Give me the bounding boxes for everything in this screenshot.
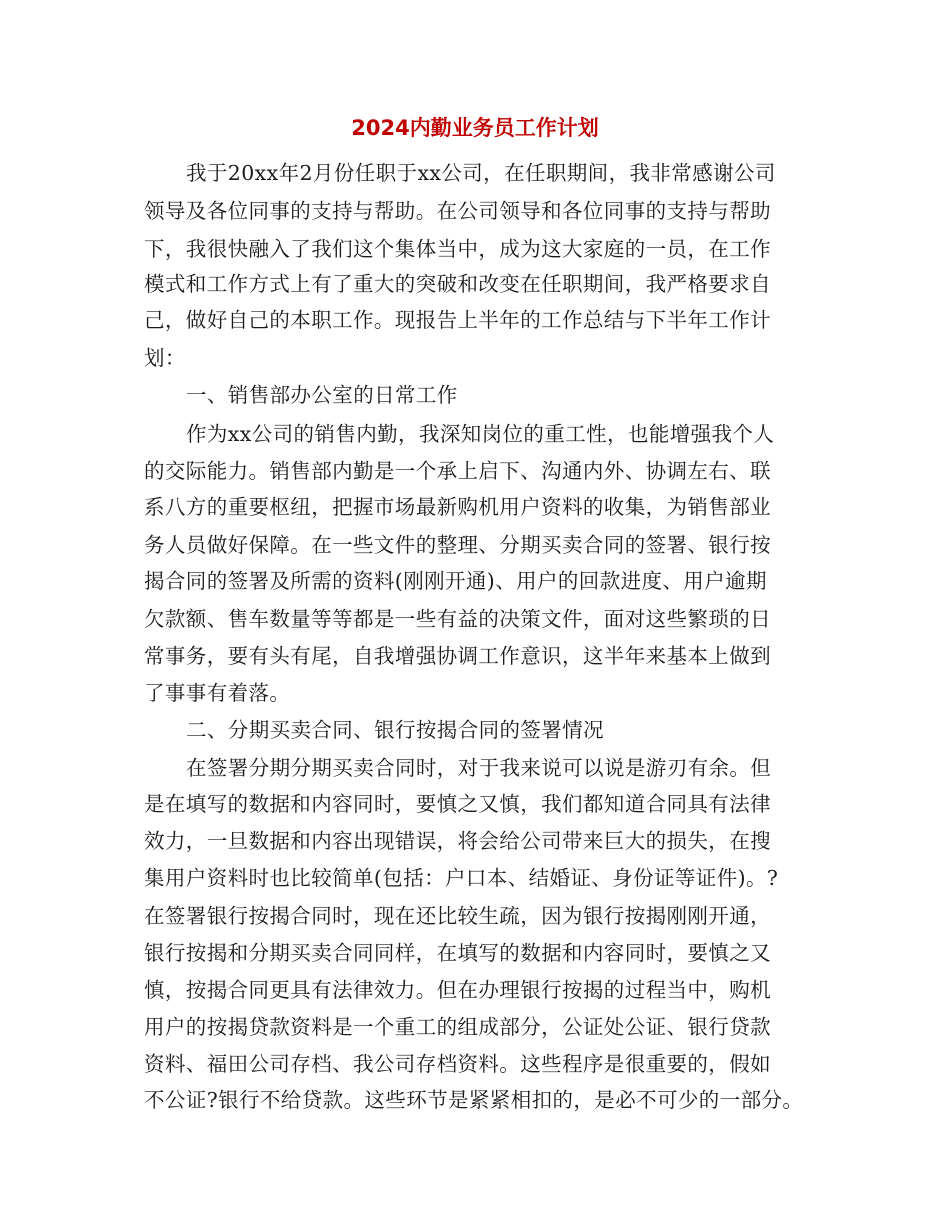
paragraph-line: 银行按揭和分期买卖合同同样，在填写的数据和内容同时，要慎之又 [144, 941, 771, 965]
paragraph-line: 是在填写的数据和内容同时，要慎之又慎，我们都知道合同具有法律 [144, 792, 771, 816]
paragraph-line: 揭合同的签署及所需的资料(刚刚开通)、用户的回款进度、用户逾期 [144, 569, 767, 593]
section-heading: 一、销售部办公室的日常工作 [186, 383, 458, 407]
document-title: 2024内勤业务员工作计划 [351, 116, 599, 140]
paragraph-line: 了事事有着落。 [144, 681, 291, 705]
paragraph-line: 常事务，要有头有尾，自我增强协调工作意识，这半年来基本上做到 [144, 644, 771, 668]
paragraph-line: 划： [144, 346, 186, 370]
section-heading: 二、分期买卖合同、银行按揭合同的签署情况 [186, 718, 604, 742]
paragraph-line: 我于20xx年2月份任职于xx公司，在任职期间，我非常感谢公司 [186, 161, 776, 185]
paragraph-line: 己，做好自己的本职工作。现报告上半年的工作总结与下半年工作计 [144, 308, 771, 332]
paragraph-line: 资料、福田公司存档、我公司存档资料。这些程序是很重要的，假如 [144, 1052, 771, 1076]
paragraph-line: 效力，一旦数据和内容出现错误，将会给公司带来巨大的损失，在搜 [144, 829, 771, 853]
paragraph-line: 集用户资料时也比较简单(包括：户口本、结婚证、身份证等证件)。? [144, 866, 779, 890]
paragraph-line: 模式和工作方式上有了重大的突破和改变在任职期间，我严格要求自 [144, 272, 771, 296]
paragraph-line: 系八方的重要枢纽，把握市场最新购机用户资料的收集，为销售部业 [144, 495, 771, 519]
paragraph-line: 务人员做好保障。在一些文件的整理、分期买卖合同的签署、银行按 [144, 533, 771, 557]
paragraph-line: 在签署银行按揭合同时，现在还比较生疏，因为银行按揭刚刚开通， [144, 904, 771, 928]
paragraph-line: 慎，按揭合同更具有法律效力。但在办理银行按揭的过程当中，购机 [144, 978, 771, 1002]
paragraph-line: 欠款额、售车数量等等都是一些有益的决策文件，面对这些繁琐的日 [144, 607, 771, 631]
paragraph-line: 用户的按揭贷款资料是一个重工的组成部分，公证处公证、银行贷款 [144, 1015, 771, 1039]
paragraph-line: 领导及各位同事的支持与帮助。在公司领导和各位同事的支持与帮助 [144, 199, 771, 223]
paragraph-line: 的交际能力。销售部内勤是一个承上启下、沟通内外、协调左右、联 [144, 459, 771, 483]
paragraph-line: 下，我很快融入了我们这个集体当中，成为这大家庭的一员，在工作 [144, 237, 771, 261]
paragraph-line: 在签署分期分期买卖合同时，对于我来说可以说是游刃有余。但 [186, 756, 772, 780]
paragraph-line: 作为xx公司的销售内勤，我深知岗位的重工性，也能增强我个人 [186, 422, 775, 446]
paragraph-line: 不公证?银行不给贷款。这些环节是紧紧相扣的，是必不可少的一部分。 [144, 1088, 804, 1112]
